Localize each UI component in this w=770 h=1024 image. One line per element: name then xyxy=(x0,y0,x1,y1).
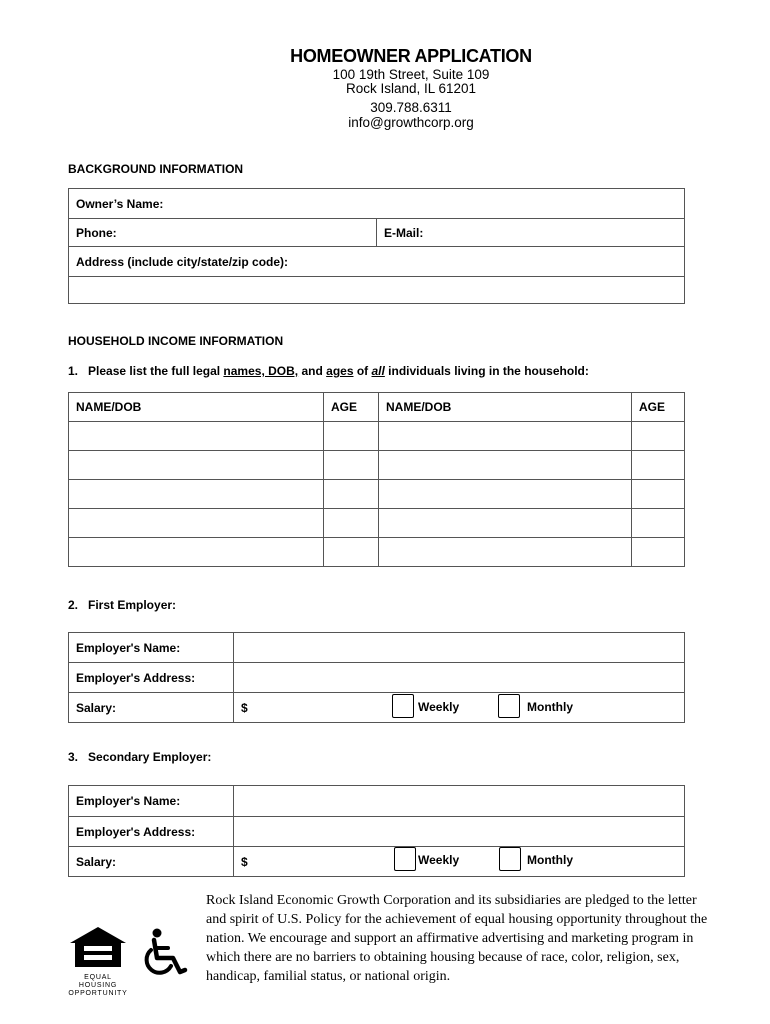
weekly-checkbox[interactable] xyxy=(392,694,414,718)
question-text-g: individuals living in the household: xyxy=(384,364,589,378)
question-text-ages: ages xyxy=(326,364,354,378)
background-table xyxy=(68,188,685,304)
question-number: 1. xyxy=(68,364,79,378)
employer1-name-field[interactable] xyxy=(234,633,685,663)
question-text-a: Please list the full legal xyxy=(88,364,224,378)
secondary-employer-table xyxy=(68,785,685,877)
household-question xyxy=(68,364,589,378)
owner-name-field[interactable] xyxy=(69,189,685,219)
secondary-employer-heading: 3. Secondary Employer: xyxy=(68,750,212,764)
weekly-checkbox[interactable] xyxy=(394,847,416,871)
age-cell[interactable] xyxy=(632,422,685,451)
monthly-label: Monthly xyxy=(527,700,573,714)
monthly-label: Monthly xyxy=(527,853,573,867)
name-dob-cell[interactable] xyxy=(69,451,324,480)
owner-name-label: Owner’s Name: xyxy=(76,196,164,211)
equal-housing-house-icon xyxy=(66,925,130,969)
background-heading: BACKGROUND INFORMATION xyxy=(68,162,244,176)
question-text-e: of xyxy=(353,364,372,378)
age-cell[interactable] xyxy=(324,509,379,538)
wheelchair-icon xyxy=(140,928,188,980)
employer2-address-field[interactable] xyxy=(234,817,685,847)
address-line-2: Rock Island, IL 61201 xyxy=(345,81,477,96)
phone-label: Phone: xyxy=(76,225,117,240)
equal-housing-logo xyxy=(66,925,130,997)
name-dob-cell[interactable] xyxy=(69,509,324,538)
col-name-dob-2: NAME/DOB xyxy=(379,393,632,422)
employer1-address-label: Employer's Address: xyxy=(69,663,234,693)
phone-number: 309.788.6311 xyxy=(370,100,452,115)
income-heading: HOUSEHOLD INCOME INFORMATION xyxy=(68,334,284,348)
employer2-name-field[interactable] xyxy=(234,786,685,817)
name-dob-cell[interactable] xyxy=(379,509,632,538)
name-dob-cell[interactable] xyxy=(379,538,632,567)
address-label-cell xyxy=(69,247,685,277)
page-title: HOMEOWNER APPLICATION xyxy=(290,46,532,66)
age-cell[interactable] xyxy=(632,480,685,509)
employer1-address-field[interactable] xyxy=(234,663,685,693)
name-dob-cell[interactable] xyxy=(69,480,324,509)
employer2-salary-label: Salary: xyxy=(69,847,234,877)
employer2-address-label: Employer's Address: xyxy=(69,817,234,847)
age-cell[interactable] xyxy=(632,538,685,567)
name-dob-cell[interactable] xyxy=(69,422,324,451)
col-age-2: AGE xyxy=(632,393,685,422)
logo-line-1: EQUAL HOUSING xyxy=(78,974,118,989)
currency-symbol: $ xyxy=(241,700,248,715)
age-cell[interactable] xyxy=(324,538,379,567)
name-dob-cell[interactable] xyxy=(379,451,632,480)
email-address: info@growthcorp.org xyxy=(348,115,474,130)
col-name-dob-1: NAME/DOB xyxy=(69,393,324,422)
age-cell[interactable] xyxy=(324,422,379,451)
age-cell[interactable] xyxy=(324,451,379,480)
weekly-label: Weekly xyxy=(418,700,460,714)
address-label: Address (include city/state/zip code): xyxy=(76,254,289,269)
age-cell[interactable] xyxy=(632,509,685,538)
address-field[interactable] xyxy=(69,277,685,304)
employer1-name-label: Employer's Name: xyxy=(69,633,234,663)
monthly-checkbox[interactable] xyxy=(499,847,521,871)
address-line-1: 100 19th Street, Suite 109 xyxy=(332,67,490,82)
weekly-label: Weekly xyxy=(418,853,460,867)
name-dob-cell[interactable] xyxy=(379,422,632,451)
name-dob-cell[interactable] xyxy=(69,538,324,567)
email-label: E-Mail: xyxy=(384,225,424,240)
currency-symbol: $ xyxy=(241,854,248,869)
monthly-checkbox[interactable] xyxy=(498,694,520,718)
name-dob-cell[interactable] xyxy=(379,480,632,509)
equal-opportunity-statement: Rock Island Economic Growth Corporation and its subsidiaries are pledged to the letter and spirit of U.S. Policy for the achievement of equal housing opportunity throughout the nation. We encourage and support an affirmative advertising and marketing program in which there are no barriers to obtaining housing because of race, color, religion, sex, handicap, familial status, or national origin. xyxy=(206,893,708,984)
age-cell[interactable] xyxy=(324,480,379,509)
household-table xyxy=(68,392,685,567)
employer2-name-label: Employer's Name: xyxy=(69,786,234,817)
question-text-all: all xyxy=(371,364,385,378)
email-field[interactable] xyxy=(377,219,685,247)
employer1-salary-label: Salary: xyxy=(69,693,234,723)
phone-field[interactable] xyxy=(69,219,377,247)
logo-line-2: OPPORTUNITY xyxy=(68,990,128,997)
question-text-c: and xyxy=(298,364,327,378)
age-cell[interactable] xyxy=(632,451,685,480)
question-text-names: names, DOB, xyxy=(223,364,299,378)
first-employer-heading: 2. First Employer: xyxy=(68,598,177,612)
col-age-1: AGE xyxy=(324,393,379,422)
first-employer-table xyxy=(68,632,685,723)
